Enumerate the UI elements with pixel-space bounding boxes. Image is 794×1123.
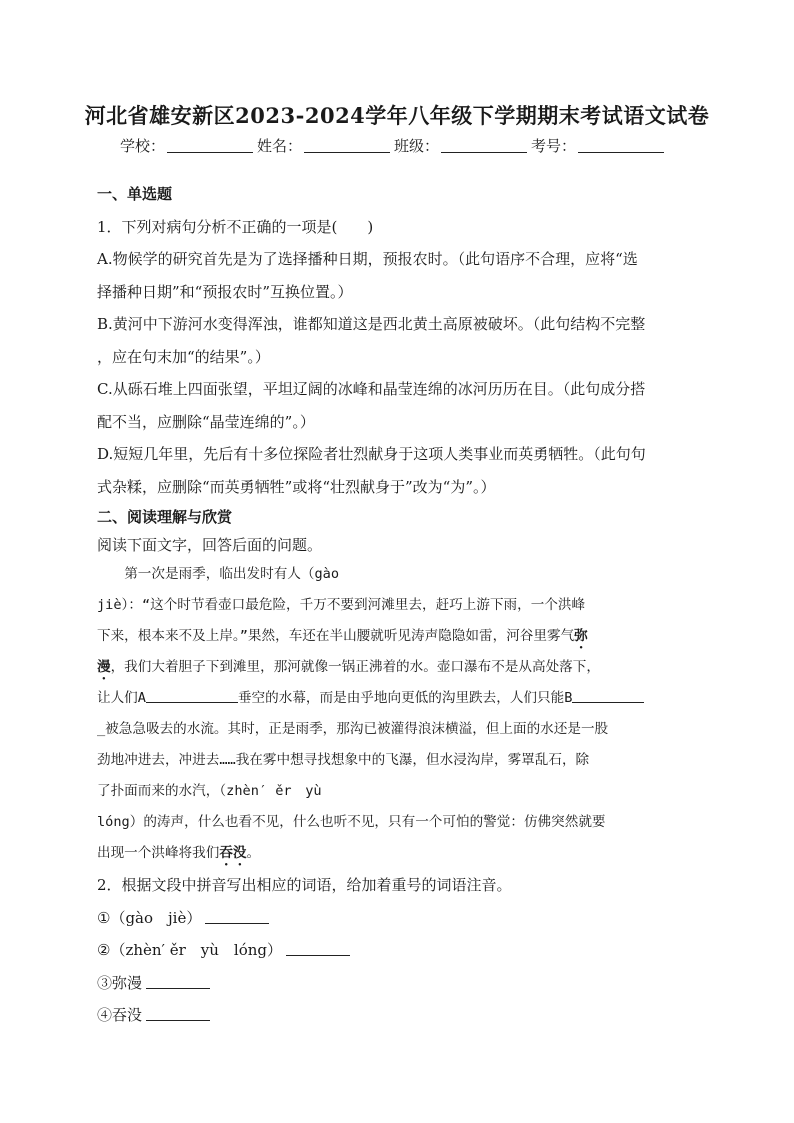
passage-text: 。 xyxy=(246,845,261,861)
answer-blank[interactable] xyxy=(146,974,210,989)
section-heading-single-choice: 一、单选题 xyxy=(97,185,173,203)
question-2-stem: 2．根据文段中拼音写出相应的词语，给加着重号的词语注音。 xyxy=(97,876,512,894)
q2-item-label: ①（gào jiè） xyxy=(97,908,202,927)
passage-line xyxy=(97,621,701,652)
answer-blank[interactable] xyxy=(286,941,350,956)
passage-line: _被急急吸去的水流。其时，正是雨季，那沟已被灌得浪沫横溢，但上面的水还是一股 xyxy=(97,721,609,737)
option-d-line-2: 式杂糅，应删除“而英勇牺牲”或将“壮烈献身于”改为“为”。） xyxy=(97,477,496,496)
passage-text: 垂空的水幕，而是由乎地向更低的沟里跌去，人们只能B xyxy=(237,690,573,706)
blank-a[interactable] xyxy=(146,688,238,703)
passage-line: 劲地冲进去，冲进去……我在雾中想寻找想象中的飞瀑，但水浸沟岸，雾罩乱石，除 xyxy=(97,752,590,768)
number-label: 考号： xyxy=(531,137,577,155)
option-b-line-1[interactable]: B.黄河中下游河水变得浑浊，谁都知道这是西北黄土高原被破坏。（此句结构不完整 xyxy=(97,315,646,333)
passage-line: 第一次是雨季，临出发时有人（gào xyxy=(124,566,340,582)
number-blank[interactable] xyxy=(578,152,664,153)
q2-item-label: ③弥漫 xyxy=(97,973,143,992)
q2-item-1 xyxy=(97,902,701,935)
emphasized-word: 弥 xyxy=(574,628,588,644)
passage-text: ，我们大着胆子下到滩里，那河就像一锅正沸着的水。壶口瀑布不是从高处落下， xyxy=(110,659,600,675)
passage-text: 让人们A xyxy=(97,690,146,706)
name-label: 姓名： xyxy=(257,137,303,155)
passage-line xyxy=(97,683,701,714)
q2-item-4 xyxy=(97,999,701,1032)
answer-blank[interactable] xyxy=(146,1006,210,1021)
option-a-line-1[interactable]: A.物候学的研究首先是为了选择播种日期，预报农时。（此句语序不合理，应将“选 xyxy=(97,250,638,268)
passage-line xyxy=(97,838,701,869)
option-a-line-2: 择播种日期”和“预报农时”互换位置。） xyxy=(97,282,353,301)
exam-body xyxy=(97,178,701,1032)
option-d-line-1[interactable]: D.短短几年里，先后有十多位探险者壮烈献身于这项人类事业而英勇牺牲。（此句句 xyxy=(97,445,646,463)
question-1-stem: 1．下列对病句分析不正确的一项是( ) xyxy=(97,217,374,236)
answer-blank[interactable] xyxy=(205,909,269,924)
q2-item-2 xyxy=(97,934,701,967)
reading-passage xyxy=(97,559,701,869)
option-b-line-2: ，应在句末加“的结果”。） xyxy=(97,347,270,366)
page-title: 河北省雄安新区2023-2024学年八年级下学期期末考试语文试卷 xyxy=(84,103,710,128)
q2-item-label: ②（zhèn′ ěr yù lóng） xyxy=(97,941,282,959)
class-blank[interactable] xyxy=(441,152,527,153)
class-label: 班级： xyxy=(394,137,440,155)
school-blank[interactable] xyxy=(167,152,253,153)
option-c-line-2: 配不当，应删除“晶莹连绵的”。） xyxy=(97,412,315,431)
passage-text: 下来，根本来不及上岸。”果然，车还在半山腰就听见涛声隐隐如雷，河谷里雾气 xyxy=(97,628,575,644)
emphasized-word: 吞没 xyxy=(219,845,247,861)
reading-intro: 阅读下面文字，回答后面的问题。 xyxy=(97,536,323,554)
passage-text: 出现一个洪峰将我们 xyxy=(97,845,220,861)
emphasized-word: 漫 xyxy=(97,659,111,675)
passage-line: 了扑面而来的水汽，（zhèn′ ěr yù xyxy=(97,783,322,799)
q2-item-label: ④吞没 xyxy=(97,1006,143,1024)
name-blank[interactable] xyxy=(304,152,390,153)
q2-item-3 xyxy=(97,967,701,1000)
passage-line xyxy=(97,652,701,683)
option-c-line-1[interactable]: C.从砾石堆上四面张望，平坦辽阔的冰峰和晶莹连绵的冰河历历在目。（此句成分搭 xyxy=(97,380,646,398)
passage-line: jiè）：“这个时节看壶口最危险，千万不要到河滩里去，赶巧上游下雨，一个洪峰 xyxy=(97,597,586,613)
blank-b[interactable] xyxy=(572,688,644,703)
section-heading-reading: 二、阅读理解与欣赏 xyxy=(97,508,233,526)
passage-line: lóng）的涛声，什么也看不见，什么也听不见，只有一个可怕的警觉：仿佛突然就要 xyxy=(97,814,606,830)
student-info-row xyxy=(120,135,668,156)
school-label: 学校： xyxy=(120,137,166,155)
